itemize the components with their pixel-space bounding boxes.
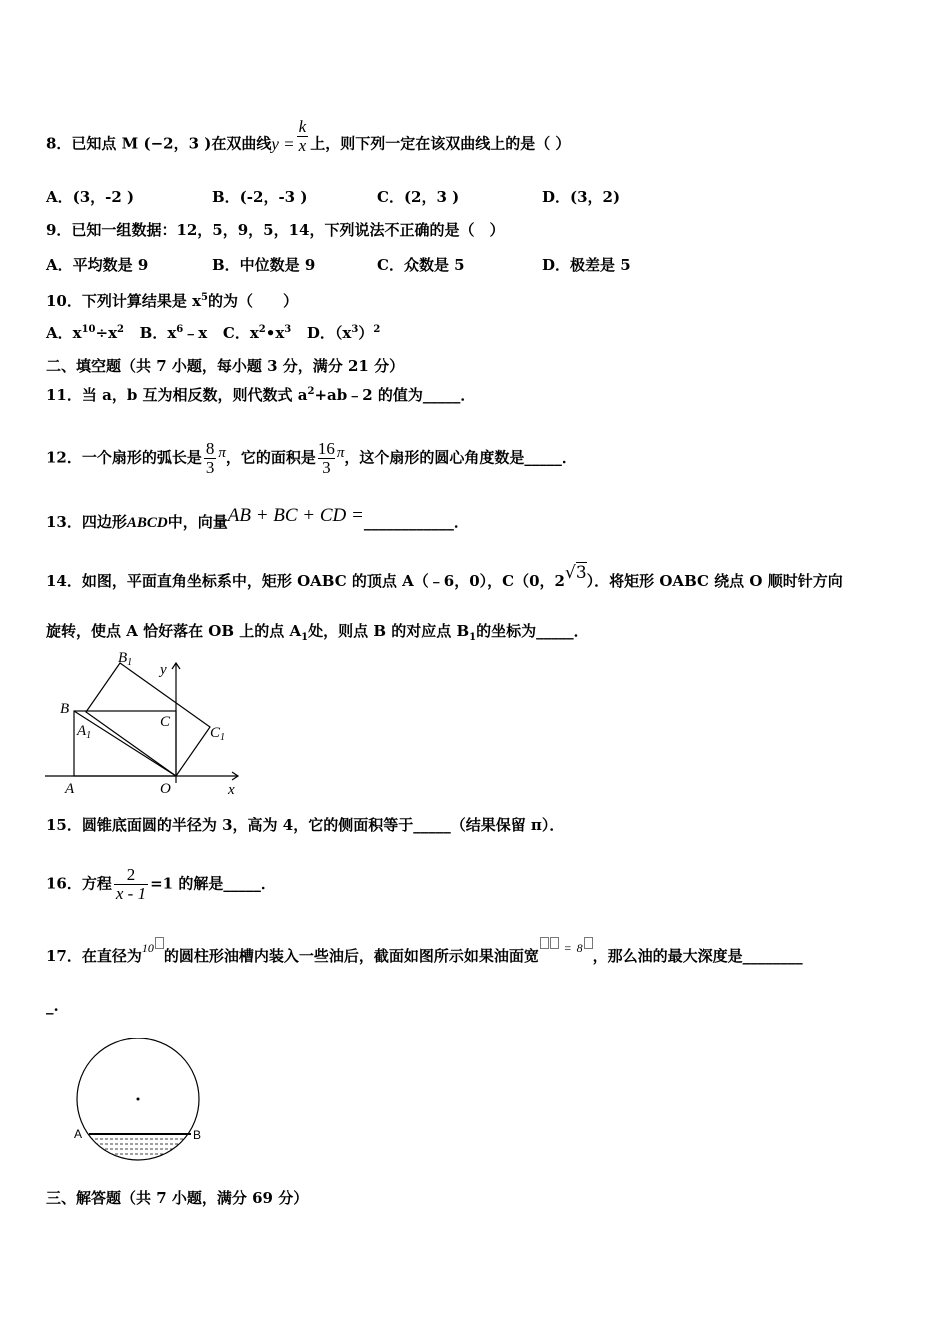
label-C: C [160, 714, 171, 730]
figure-17-oil-tank-section [70, 1038, 220, 1168]
q9-option-d: D．极差是 5 [542, 256, 631, 274]
section-2-heading: 二、填空题（共 7 小题，每小题 3 分，满分 21 分） [46, 357, 405, 375]
figure-14-rectangle-rotation [40, 648, 260, 800]
q8-fraction: $\frac{k}{x}$ [298, 117, 307, 155]
q8-option-b: B．(-2，-3 ) [212, 188, 308, 206]
label-A: A [74, 1127, 83, 1141]
label-A1: $A_1$ [77, 723, 92, 741]
q8-option-d: D．(3，2) [542, 188, 621, 206]
question-13: 13．四边形ABCD中，向量AB + BC + CD =____________． [46, 505, 469, 531]
center-point [137, 1098, 140, 1101]
label-x: x [228, 782, 235, 798]
q10-option-b: B．$x^6﹣x$ [139, 324, 208, 342]
question-12: 12．一个扇形的弧长是 $\frac{8}{3}$ π，它的面积是 $\frac{16}{3}$ π，这个扇形的圆心角度数是_____． [46, 439, 577, 477]
label-O: O [160, 781, 171, 797]
question-9: 9．已知一组数据：12，5，9，5，14，下列说法不正确的是（ ） [46, 221, 505, 239]
question-14-line-1: 14．如图，平面直角坐标系中，矩形 OABC 的顶点 A（﹣6，0），C（0，2√3）．将矩形 OABC 绕点 O 顺时针方向 [46, 563, 843, 590]
q10-options [46, 322, 380, 343]
q10-option-d: D．$(x^3)^2$ [306, 324, 381, 342]
q9-option-a: A．平均数是 9 [46, 256, 149, 274]
label-C1: $C_1$ [210, 725, 226, 743]
q10-option-c: C．$x^2•x^3$ [222, 324, 292, 342]
question-14-line-2: 旋转，使点 A 恰好落在 OB 上的点 $A_1$处，则点 B 的对应点 $B_1$的坐标为_____． [46, 622, 589, 643]
section-3-heading: 三、解答题（共 7 小题，满分 69 分） [46, 1189, 309, 1207]
q12-fraction-area: $\frac{16}{3}$ [317, 439, 335, 477]
label-y: y [160, 662, 167, 678]
q16-fraction: $\frac{2}{x - 1}$ [115, 865, 147, 903]
question-17: 17．在直径为$^{10}$ 的圆柱形油槽内装入一些油后，截面如图所示如果油面宽 = 8 ，那么油的最大深度是________ [46, 946, 803, 967]
q9-option-c: C．众数是 5 [377, 256, 465, 274]
question-10: 10．下列计算结果是 $x^5$的为（ ） [46, 292, 299, 310]
question-11: 11．当 a，b 互为相反数，则代数式 $a^2+ab﹣2$ 的值为_____． [46, 386, 476, 404]
question-17-continued: _. [46, 997, 59, 1015]
q10-option-a: A．$x^{10}\div x^2$ [46, 324, 124, 342]
q8-option-a: A．(3，-2 ) [46, 188, 135, 206]
label-B: B [60, 701, 70, 717]
q9-option-b: B．中位数是 9 [212, 256, 316, 274]
q8-option-c: C．(2，3 ) [377, 188, 460, 206]
question-15: 15．圆锥底面圆的半径为 3，高为 4，它的侧面积等于_____（结果保留 π）． [46, 816, 565, 834]
q8-formula-lhs: y = [271, 134, 295, 154]
label-B: B [193, 1128, 202, 1142]
label-B1: $B_1$ [118, 650, 133, 668]
q12-fraction-arc: $\frac{8}{3}$ [205, 439, 215, 477]
rotated-rectangle [86, 663, 210, 776]
q13-formula: AB + BC + CD = [227, 505, 364, 526]
sqrt-symbol: √3 [564, 563, 587, 583]
question-16: 16．方程 $\frac{2}{x - 1}$ =1 的解是_____． [46, 865, 276, 903]
question-8: 8．已知点 M (−2，3 )在双曲线y = $\frac{k}{x}$ 上，则下列一定在该双曲线上的是（ ） [46, 117, 571, 155]
label-A: A [65, 781, 75, 797]
